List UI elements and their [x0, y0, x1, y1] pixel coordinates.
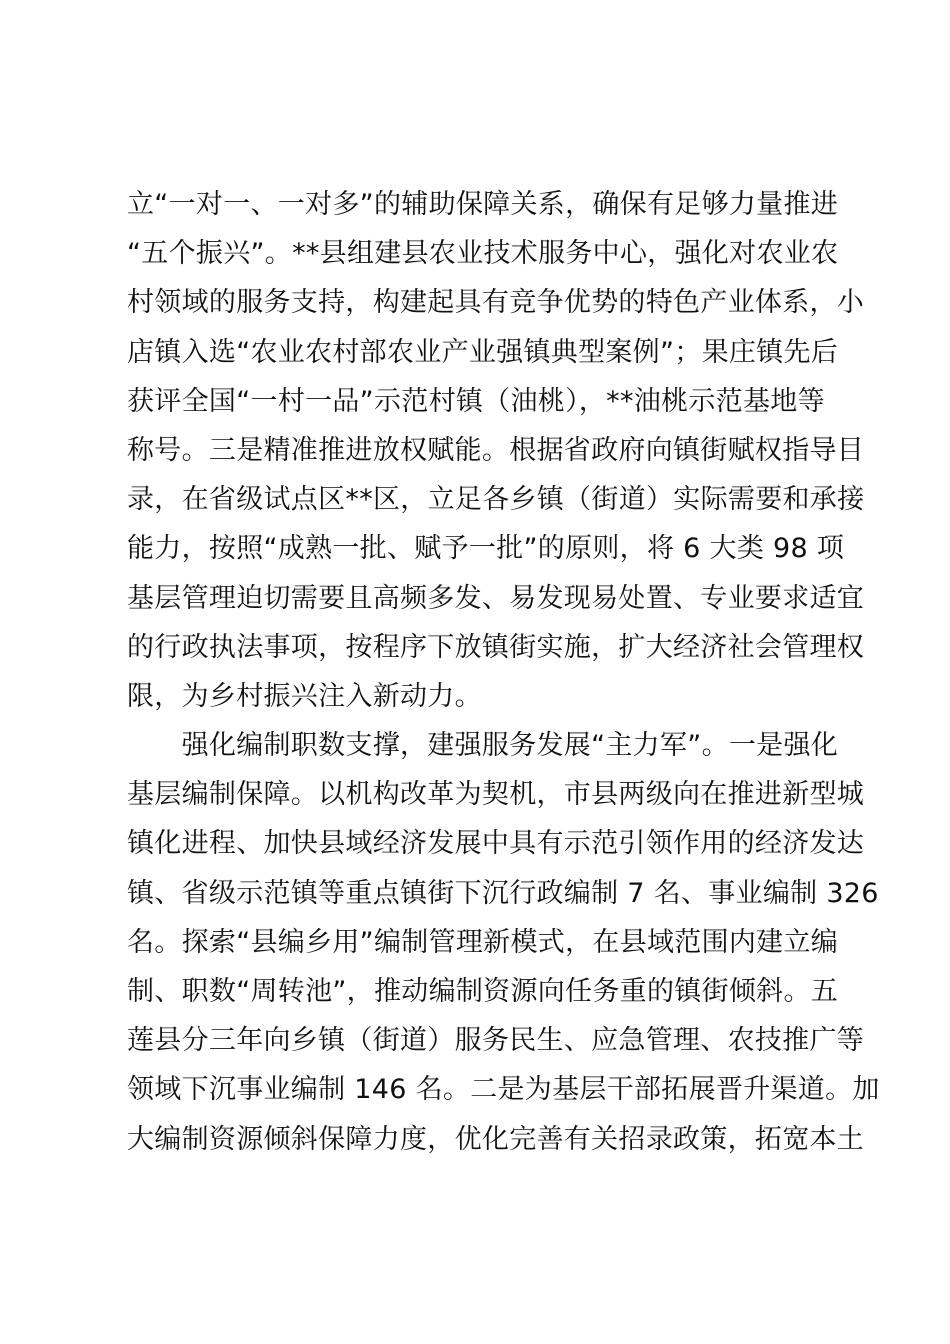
text-line: 制、职数“周转池”，推动编制资源向任务重的镇街倾斜。五: [127, 976, 839, 1007]
text-line: 村领域的服务支持，构建起具有竞争优势的特色产业体系，小: [127, 287, 865, 319]
text-line: 限，为乡村振兴注入新动力。: [127, 680, 482, 712]
text-line: 镇、省级示范镇等重点镇街下沉行政编制 7 名、事业编制 326: [127, 877, 879, 909]
text-line: 获评全国“一村一品”示范村镇（油桃），**油桃示范基地等: [127, 385, 825, 417]
text-line: 大编制资源倾斜保障力度，优化完善有关招录政策，拓宽本土: [127, 1123, 865, 1155]
text-line: 立“一对一、一对多”的辅助保障关系，确保有足够力量推进: [127, 189, 839, 220]
text-line: 的行政执法事项，按程序下放镇街实施，扩大经济社会管理权: [127, 631, 865, 663]
text-line: 名。探索“县编乡用”编制管理新模式，在县域范围内建立编: [127, 926, 839, 958]
text-line: “五个振兴”。**县组建县农业技术服务中心，强化对农业农: [127, 238, 839, 270]
text-line: 领域下沉事业编制 146 名。二是为基层干部拓展晋升渠道。加: [127, 1074, 880, 1106]
text-line: 能力，按照“成熟一批、赋予一批”的原则，将 6 大类 98 项: [127, 533, 845, 565]
text-line: 镇化进程、加快县域经济发展中具有示范引领作用的经济发达: [127, 828, 865, 860]
text-line: 莲县分三年向乡镇（街道）服务民生、应急管理、农技推广等: [127, 1025, 865, 1057]
text-line: 强化编制职数支撑，建强服务发展“主力军”。一是强化: [127, 730, 839, 762]
text-line: 基层编制保障。以机构改革为契机，市县两级向在推进新型城: [127, 779, 865, 811]
text-line: 基层管理迫切需要且高频多发、易发现易处置、专业要求适宜: [127, 582, 865, 614]
text-line: 店镇入选“农业农村部农业产业强镇典型案例”；果庄镇先后: [127, 336, 839, 368]
text-line: 录，在省级试点区**区，立足各乡镇（街道）实际需要和承接: [127, 484, 865, 516]
body-text: [127, 180, 880, 1164]
text-line: 称号。三是精准推进放权赋能。根据省政府向镇街赋权指导目: [127, 434, 865, 466]
